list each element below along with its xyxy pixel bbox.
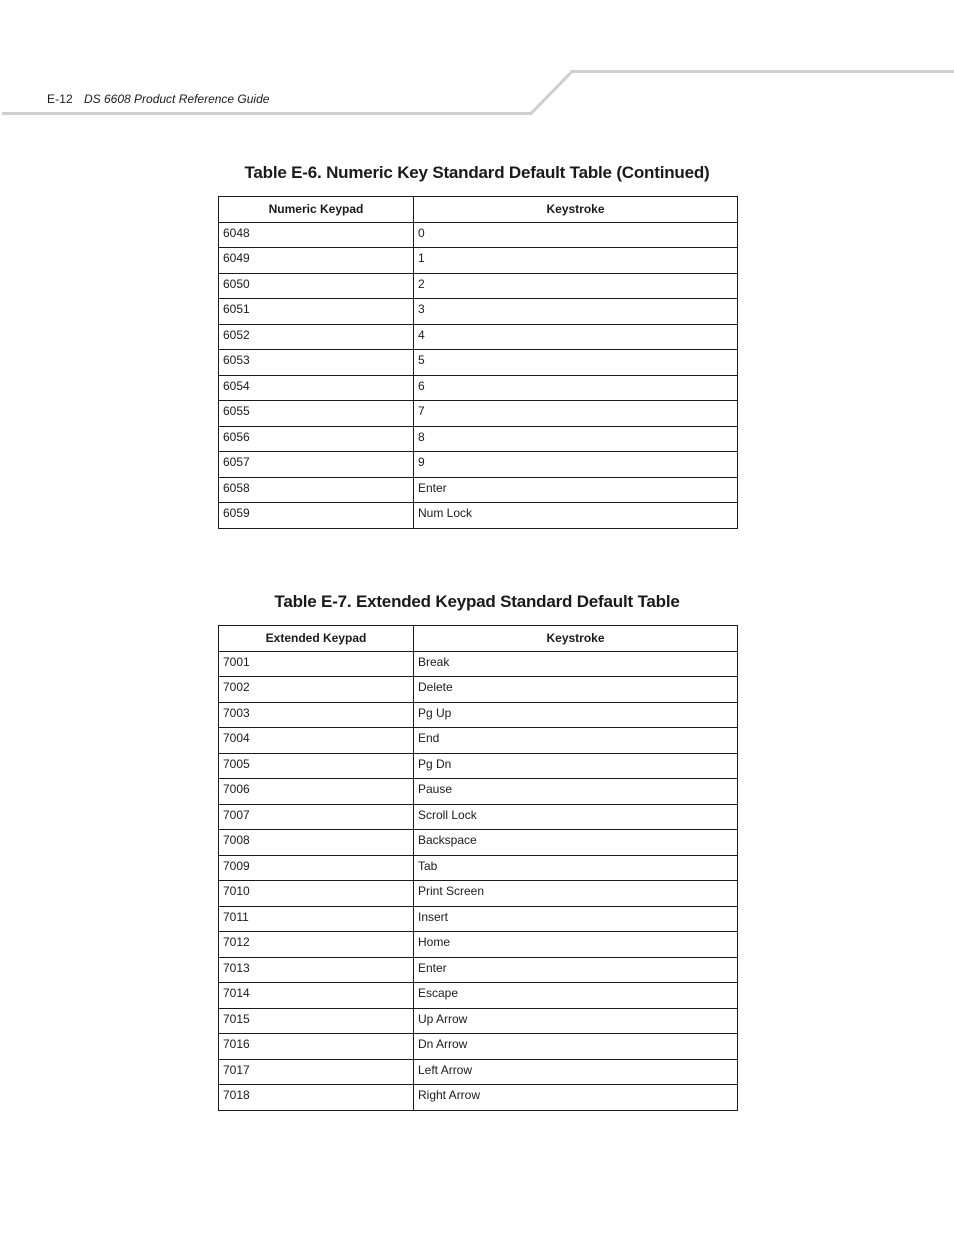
table-row [219,299,738,325]
keystroke-cell: 8 [414,426,738,452]
keystroke-cell: Backspace [414,830,738,856]
key-code-cell: 7003 [219,702,414,728]
keystroke-cell: 1 [414,248,738,274]
key-code-cell: 7009 [219,855,414,881]
table-row [219,401,738,427]
key-code-cell: 7015 [219,1008,414,1034]
table-e7-caption: Table E-7. Extended Keypad Standard Default Table [274,592,680,611]
table-e6-body [219,222,738,528]
keystroke-cell: 6 [414,375,738,401]
keystroke-cell: Scroll Lock [414,804,738,830]
table-e7-body [219,651,738,1110]
key-code-cell: 6048 [219,222,414,248]
keystroke-cell: 2 [414,273,738,299]
table-e6-caption: Table E-6. Numeric Key Standard Default Table (Continued) [244,163,710,182]
keystroke-cell: Enter [414,957,738,983]
table-row [219,350,738,376]
table-row [219,1008,738,1034]
key-code-cell: 6052 [219,324,414,350]
keystroke-cell: 4 [414,324,738,350]
keystroke-cell: Tab [414,855,738,881]
keystroke-cell: Right Arrow [414,1085,738,1111]
key-code-cell: 7007 [219,804,414,830]
table-row [219,477,738,503]
table-e7 [218,625,738,1111]
key-code-cell: 7012 [219,932,414,958]
table-header-row [219,197,738,223]
keystroke-cell: End [414,728,738,754]
key-code-cell: 7001 [219,651,414,677]
table-row [219,273,738,299]
table-row [219,452,738,478]
key-code-cell: 7017 [219,1059,414,1085]
table-row [219,248,738,274]
keystroke-cell: Escape [414,983,738,1009]
table-row [219,1085,738,1111]
table-row [219,375,738,401]
keystroke-cell: Pg Dn [414,753,738,779]
table-row [219,830,738,856]
table-row [219,1034,738,1060]
key-code-cell: 7014 [219,983,414,1009]
keystroke-cell: Insert [414,906,738,932]
keystroke-cell: Left Arrow [414,1059,738,1085]
key-code-cell: 7006 [219,779,414,805]
key-code-cell: 7008 [219,830,414,856]
key-code-cell: 6055 [219,401,414,427]
table-row [219,728,738,754]
header-rule [0,0,954,130]
keystroke-cell: 5 [414,350,738,376]
page-number: E-12 [47,92,73,106]
key-code-cell: 6050 [219,273,414,299]
table-header-row [219,626,738,652]
guide-title: DS 6608 Product Reference Guide [84,92,270,106]
keystroke-cell: 0 [414,222,738,248]
keystroke-cell: Print Screen [414,881,738,907]
keystroke-cell: Num Lock [414,503,738,529]
table-row [219,932,738,958]
keystroke-cell: Dn Arrow [414,1034,738,1060]
table-row [219,426,738,452]
table-row [219,702,738,728]
table-row [219,779,738,805]
table-row [219,881,738,907]
table-row [219,804,738,830]
column-header: Keystroke [414,197,738,223]
column-header: Keystroke [414,626,738,652]
key-code-cell: 6057 [219,452,414,478]
keystroke-cell: Enter [414,477,738,503]
table-row [219,855,738,881]
key-code-cell: 6059 [219,503,414,529]
keystroke-cell: Up Arrow [414,1008,738,1034]
key-code-cell: 6051 [219,299,414,325]
table-row [219,324,738,350]
keystroke-cell: Pg Up [414,702,738,728]
keystroke-cell: Break [414,651,738,677]
column-header: Numeric Keypad [219,197,414,223]
key-code-cell: 6053 [219,350,414,376]
key-code-cell: 7005 [219,753,414,779]
keystroke-cell: 7 [414,401,738,427]
keystroke-cell: Delete [414,677,738,703]
table-row [219,651,738,677]
keystroke-cell: 9 [414,452,738,478]
key-code-cell: 7018 [219,1085,414,1111]
key-code-cell: 6056 [219,426,414,452]
table-row [219,906,738,932]
table-e6 [218,196,738,529]
key-code-cell: 7004 [219,728,414,754]
table-row [219,1059,738,1085]
key-code-cell: 7013 [219,957,414,983]
table-row [219,753,738,779]
keystroke-cell: 3 [414,299,738,325]
table-row [219,677,738,703]
key-code-cell: 7016 [219,1034,414,1060]
key-code-cell: 7002 [219,677,414,703]
key-code-cell: 6049 [219,248,414,274]
table-row [219,957,738,983]
table-row [219,222,738,248]
keystroke-cell: Pause [414,779,738,805]
column-header: Extended Keypad [219,626,414,652]
table-row [219,503,738,529]
key-code-cell: 6058 [219,477,414,503]
key-code-cell: 7010 [219,881,414,907]
key-code-cell: 7011 [219,906,414,932]
keystroke-cell: Home [414,932,738,958]
table-row [219,983,738,1009]
key-code-cell: 6054 [219,375,414,401]
